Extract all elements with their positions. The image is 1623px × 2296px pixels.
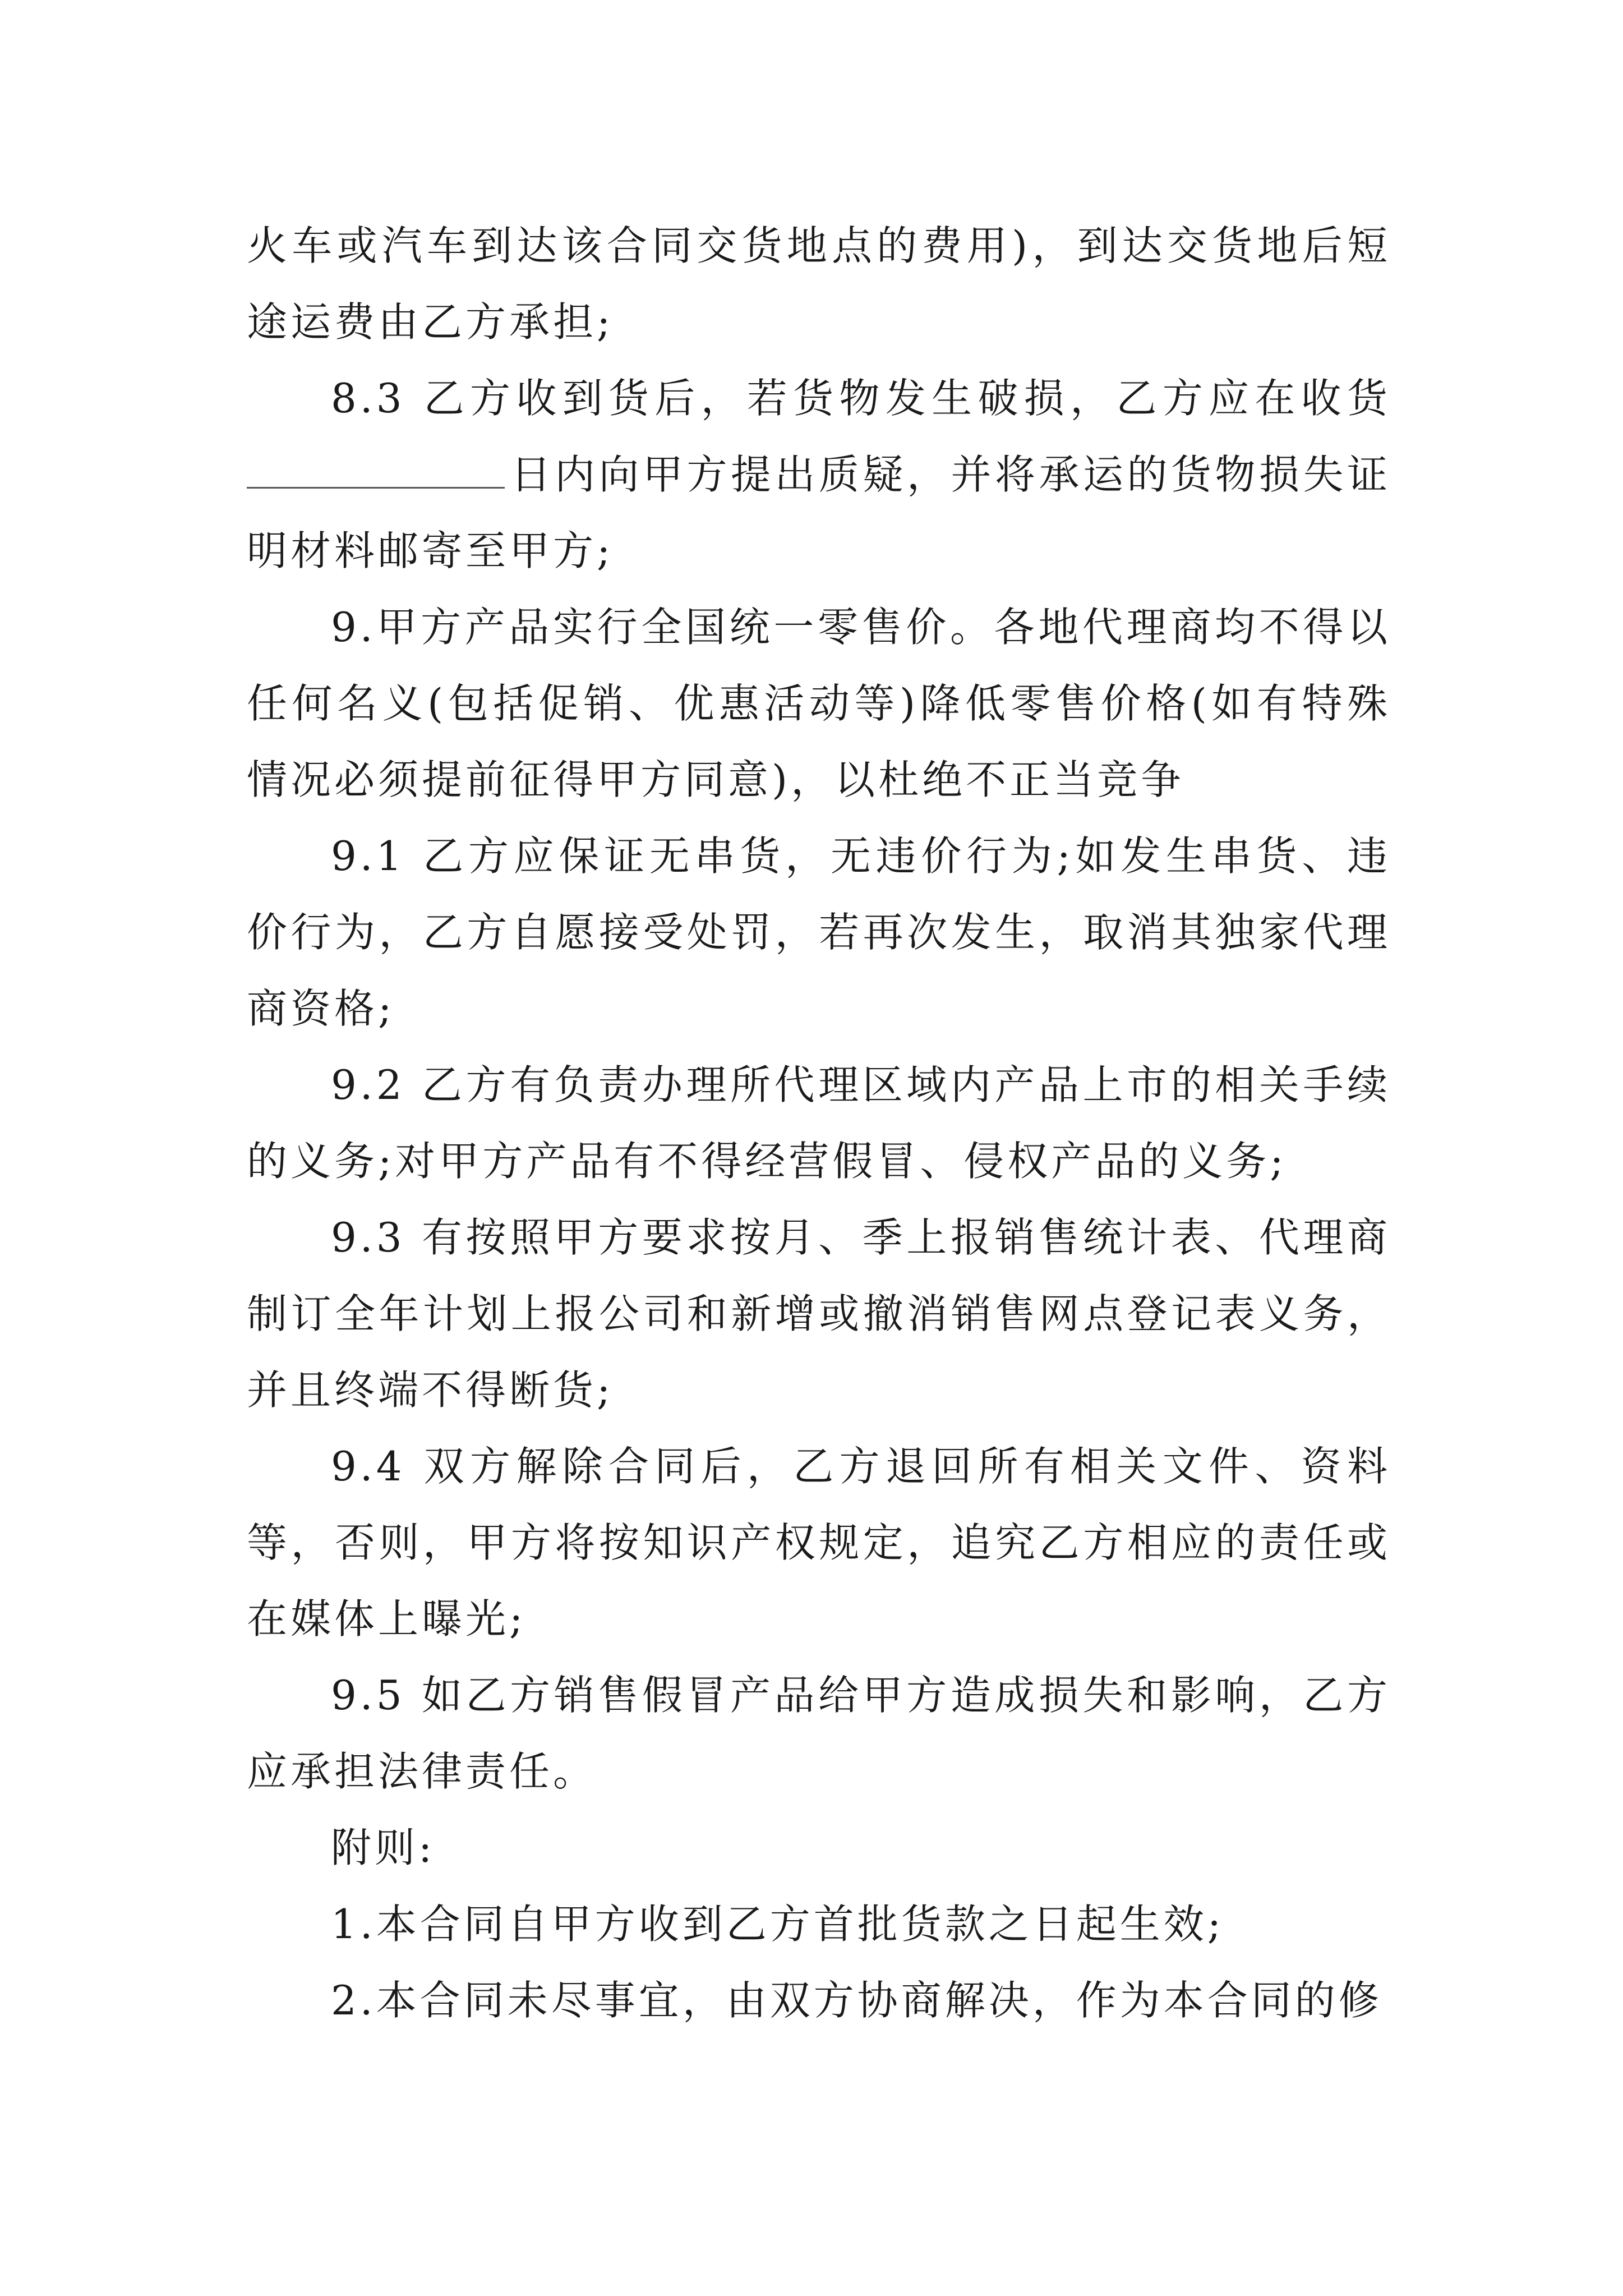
paragraph-9-1: 9.1 乙方应保证无串货，无违价行为;如发生串货、违价行为，乙方自愿接受处罚，若再次发生，取消其独家代理商资格; — [247, 832, 1391, 1032]
paragraph-9-3: 9.3 有按照甲方要求按月、季上报销售统计表、代理商制订全年计划上报公司和新增或撤消销售网点登记表义务，并且终端不得断货; — [247, 1214, 1391, 1414]
appendix-item-2: 2.本合同未尽事宜，由双方协商解决，作为本合同的修 — [331, 1977, 1382, 2024]
document-body — [247, 208, 1391, 2039]
paragraph-9-5: 9.5 如乙方销售假冒产品给甲方造成损失和影响，乙方应承担法律责任。 — [247, 1672, 1391, 1795]
paragraph-9-4: 9.4 双方解除合同后，乙方退回所有相关文件、资料等，否则，甲方将按知识产权规定，追究乙方相应的责任或在媒体上曝光; — [247, 1443, 1391, 1642]
fill-in-blank-days — [247, 447, 505, 489]
paragraph-9-2: 9.2 乙方有负责办理所代理区域内产品上市的相关手续的义务;对甲方产品有不得经营假冒、侵权产品的义务; — [247, 1061, 1391, 1185]
section-heading-appendix: 附则: — [331, 1824, 436, 1871]
paragraph-9: 9.甲方产品实行全国统一零售价。各地代理商均不得以任何名义(包括促销、优惠活动等)降低零售价格(如有特殊情况必须提前征得甲方同意)，以杜绝不正当竞争 — [247, 604, 1391, 803]
paragraph-8-3-text-before: 8.3 乙方收到货后，若货物发生破损，乙方应在收货 — [331, 375, 1391, 422]
appendix-item-1: 1.本合同自甲方收到乙方首批货款之日起生效; — [331, 1901, 1224, 1948]
paragraph-transport-cost: 火车或汽车到达该合同交货地点的费用)，到达交货地后短途运费由乙方承担; — [247, 222, 1391, 346]
paragraph-8-3 — [247, 360, 1391, 589]
paragraph-8-3-text-after: 日内向甲方提出质疑，并将承运的货物损失证明材料邮寄至甲方; — [247, 451, 1391, 574]
